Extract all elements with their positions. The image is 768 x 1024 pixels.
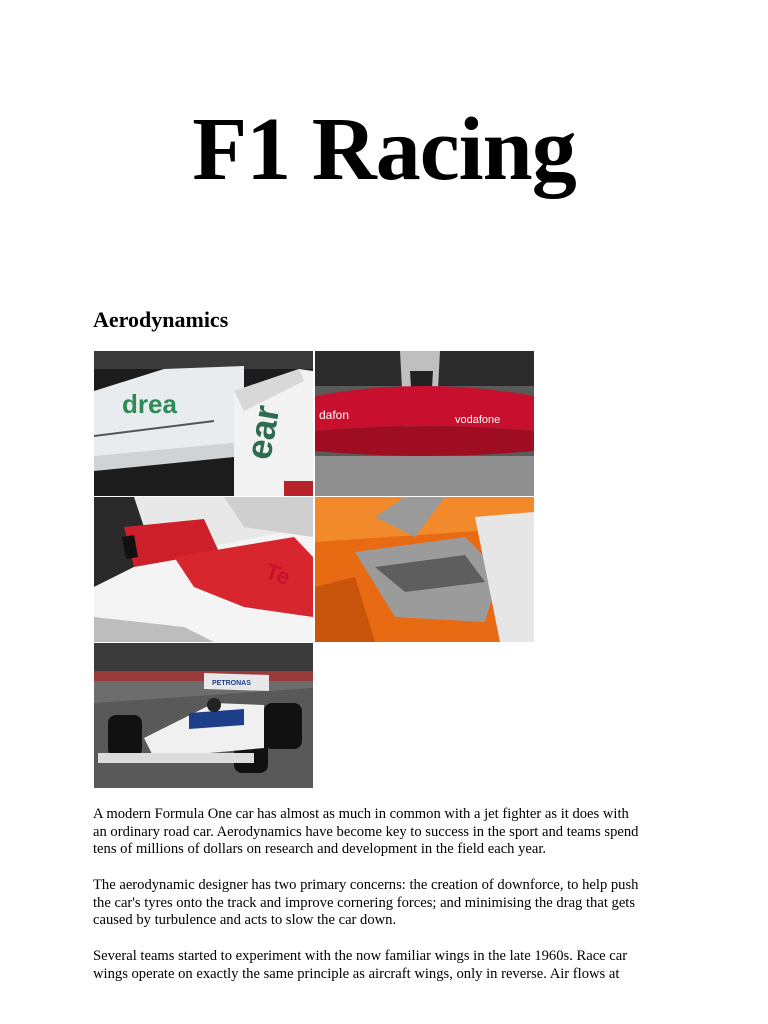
svg-text:ear: ear [237,402,288,463]
svg-text:drea: drea [122,389,177,419]
orange-bargeboard-photo-icon [315,497,534,642]
paragraph-wings-history [93,948,683,983]
white-nose-wing-photo-icon [94,351,313,496]
paragraph-intro [93,806,683,859]
svg-text:PETRONAS: PETRONAS [212,680,251,687]
section-heading: Aerodynamics [93,307,229,332]
paragraph-line: Several teams started to experiment with the now familiar wings in the late 1960s. Race car [93,948,628,964]
paragraph-designer-concerns [93,877,683,930]
svg-text:Te: Te [262,558,294,590]
svg-text:vodafone: vodafone [455,414,501,426]
paragraph-line: caused by turbulence and acts to slow the car down. [93,912,397,929]
paragraph-line: The aerodynamic designer has two primary concerns: the creation of downforce, to help push [93,877,639,893]
paragraph-line: an ordinary road car. Aerodynamics have become key to success in the sport and teams spend [93,823,639,840]
paragraph-line: tens of millions of dollars on research and development in the field each year. [93,841,547,858]
svg-text:dafon: dafon [319,408,350,422]
paragraph-line: the car's tyres onto the track and improve cornering forces; and minimising the drag that gets [93,894,636,911]
white-f1-car-on-track-photo-icon [94,643,313,788]
document-title: F1 Racing [192,100,576,199]
red-front-wing-photo-icon [315,351,534,496]
red-white-sidepod-photo-icon [94,497,313,642]
paragraph-line: A modern Formula One car has almost as much in common with a jet fighter as it does with [93,806,629,822]
paragraph-line: wings operate on exactly the same principle as aircraft wings, only in reverse. Air flows at [93,965,620,982]
